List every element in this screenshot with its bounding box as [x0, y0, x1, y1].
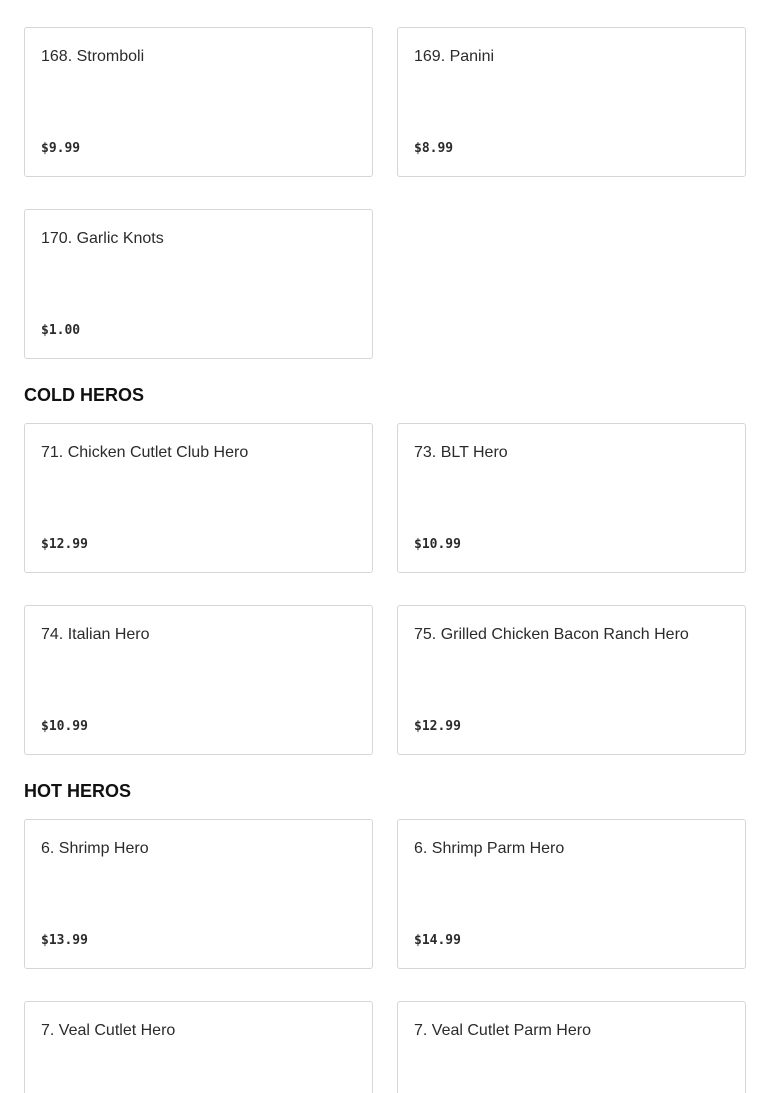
menu-item-card[interactable] — [24, 423, 373, 573]
menu-item-name: 71. Chicken Cutlet Club Hero — [41, 444, 249, 461]
menu-item-card[interactable] — [24, 819, 373, 969]
menu-section-items — [24, 27, 746, 359]
menu-item-name: 7. Veal Cutlet Hero — [41, 1022, 176, 1039]
menu-item-name: 168. Stromboli — [41, 48, 145, 65]
menu-item-name: 75. Grilled Chicken Bacon Ranch Hero — [414, 626, 689, 643]
menu-item-name: 170. Garlic Knots — [41, 230, 164, 247]
menu-item-card[interactable] — [397, 819, 746, 969]
menu-section-items — [24, 423, 746, 755]
menu-item-price: $12.99 — [414, 719, 461, 734]
menu-item-card[interactable] — [24, 209, 373, 359]
menu-item-card[interactable] — [24, 605, 373, 755]
section-title-cold-heros: COLD HEROS — [24, 385, 145, 405]
menu-list — [24, 27, 746, 1093]
menu-item-name: 6. Shrimp Hero — [41, 840, 149, 857]
menu-item-card[interactable] — [24, 27, 373, 177]
menu-item-price: $9.99 — [41, 141, 81, 156]
menu-item-card[interactable] — [397, 423, 746, 573]
menu-item-price: $12.99 — [41, 537, 88, 552]
menu-item-price: $10.99 — [414, 537, 461, 552]
menu-item-card[interactable] — [397, 1001, 746, 1093]
menu-item-name: 169. Panini — [414, 48, 495, 65]
menu-item-name: 74. Italian Hero — [41, 626, 150, 643]
menu-section-items — [24, 819, 746, 1093]
menu-item-price: $8.99 — [414, 141, 454, 156]
section-title-hot-heros: HOT HEROS — [24, 781, 132, 801]
menu-item-price: $14.99 — [414, 933, 461, 948]
menu-item-name: 7. Veal Cutlet Parm Hero — [414, 1022, 591, 1039]
menu-item-price: $10.99 — [41, 719, 88, 734]
menu-item-name: 6. Shrimp Parm Hero — [414, 840, 565, 857]
menu-item-name: 73. BLT Hero — [414, 444, 508, 461]
menu-item-price: $13.99 — [41, 933, 88, 948]
menu-item-card[interactable] — [397, 27, 746, 177]
menu-item-card[interactable] — [397, 605, 746, 755]
menu-item-price: $1.00 — [41, 323, 81, 338]
menu-item-card[interactable] — [24, 1001, 373, 1093]
